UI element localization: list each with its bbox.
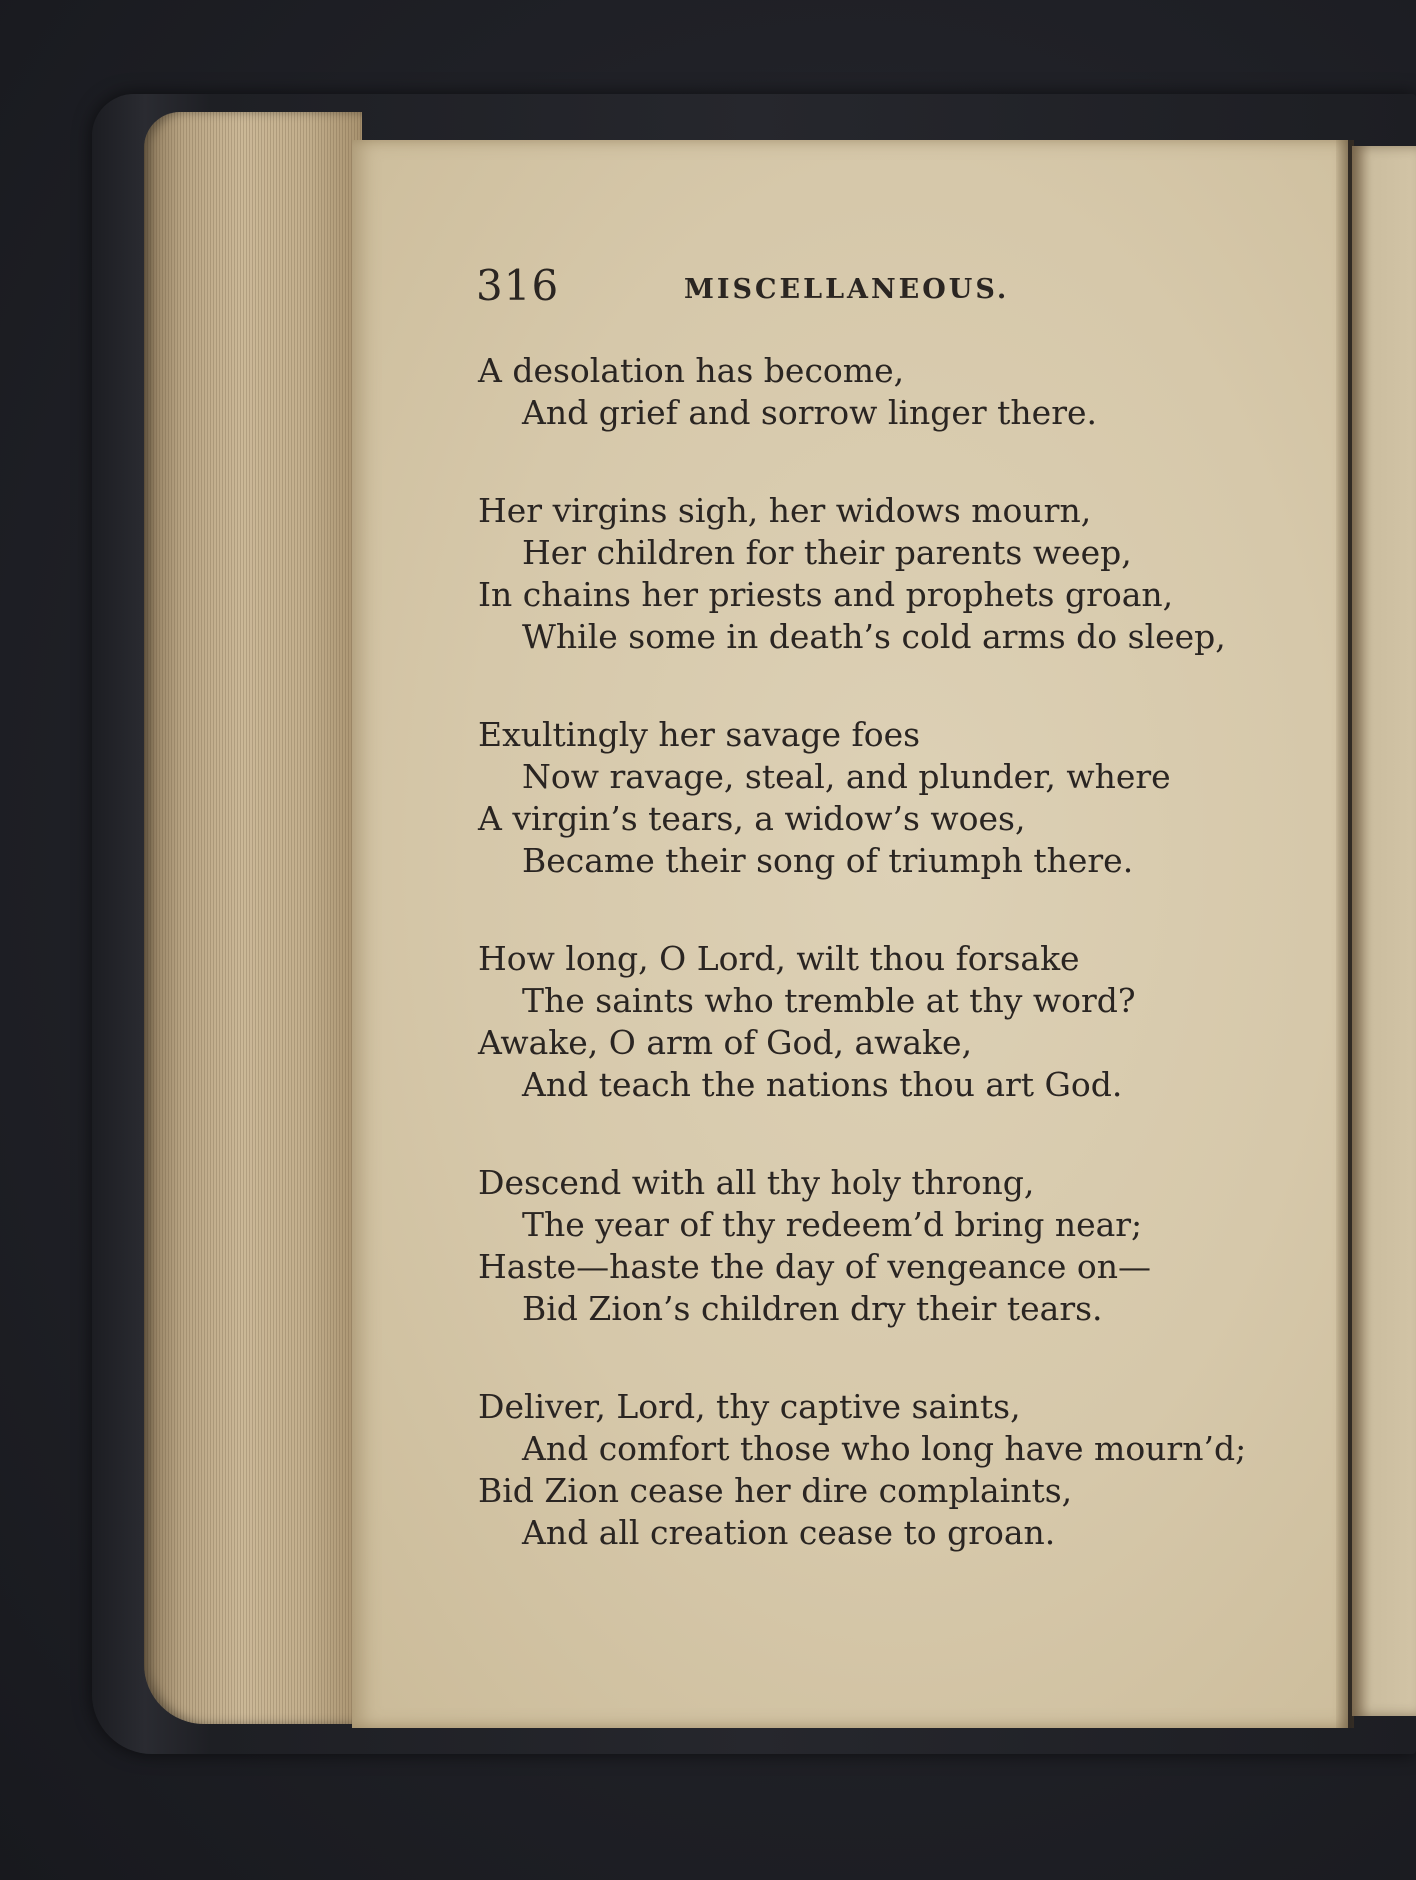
stanza bbox=[478, 350, 1298, 434]
poem-line: Now ravage, steal, and plunder, where bbox=[522, 757, 1171, 796]
stanza bbox=[478, 1162, 1298, 1330]
poem-line: And teach the nations thou art God. bbox=[522, 1065, 1123, 1104]
poem-line: Became their song of triumph there. bbox=[522, 841, 1134, 880]
poem-line: Descend with all thy holy throng, bbox=[478, 1163, 1035, 1202]
poem-line: Her children for their parents weep, bbox=[522, 533, 1132, 572]
stanza bbox=[478, 938, 1298, 1106]
poem bbox=[478, 350, 1298, 1610]
stanza bbox=[478, 714, 1298, 882]
poem-line: Bid Zion’s children dry their tears. bbox=[522, 1289, 1103, 1328]
poem-line: Deliver, Lord, thy captive saints, bbox=[478, 1387, 1021, 1426]
page-header bbox=[476, 258, 1116, 314]
poem-line: The year of thy redeem’d bring near; bbox=[522, 1205, 1143, 1244]
poem-line: Bid Zion cease her dire complaints, bbox=[478, 1471, 1073, 1510]
poem-line: And all creation cease to groan. bbox=[522, 1513, 1056, 1552]
poem-line: And comfort those who long have mourn’d; bbox=[522, 1429, 1247, 1468]
poem-line: In chains her priests and prophets groan, bbox=[478, 575, 1174, 614]
poem-line: While some in death’s cold arms do sleep, bbox=[522, 617, 1226, 656]
poem-line: And grief and sorrow linger there. bbox=[522, 393, 1098, 432]
poem-line: Exultingly her savage foes bbox=[478, 715, 921, 754]
poem-line: The saints who tremble at thy word? bbox=[522, 981, 1136, 1020]
page-edges bbox=[144, 112, 362, 1724]
poem-line: How long, O Lord, wilt thou forsake bbox=[478, 939, 1080, 978]
poem-line: A desolation has become, bbox=[478, 351, 905, 390]
running-head: MISCELLANEOUS. bbox=[684, 274, 1010, 305]
facing-page-edge bbox=[1352, 146, 1416, 1716]
stanza bbox=[478, 490, 1298, 658]
poem-line: Awake, O arm of God, awake, bbox=[478, 1023, 973, 1062]
poem-line: A virgin’s tears, a widow’s woes, bbox=[478, 799, 1026, 838]
page-number: 316 bbox=[476, 261, 560, 310]
poem-line: Haste—haste the day of vengeance on— bbox=[478, 1247, 1151, 1286]
stanza bbox=[478, 1386, 1298, 1554]
poem-line: Her virgins sigh, her widows mourn, bbox=[478, 491, 1092, 530]
